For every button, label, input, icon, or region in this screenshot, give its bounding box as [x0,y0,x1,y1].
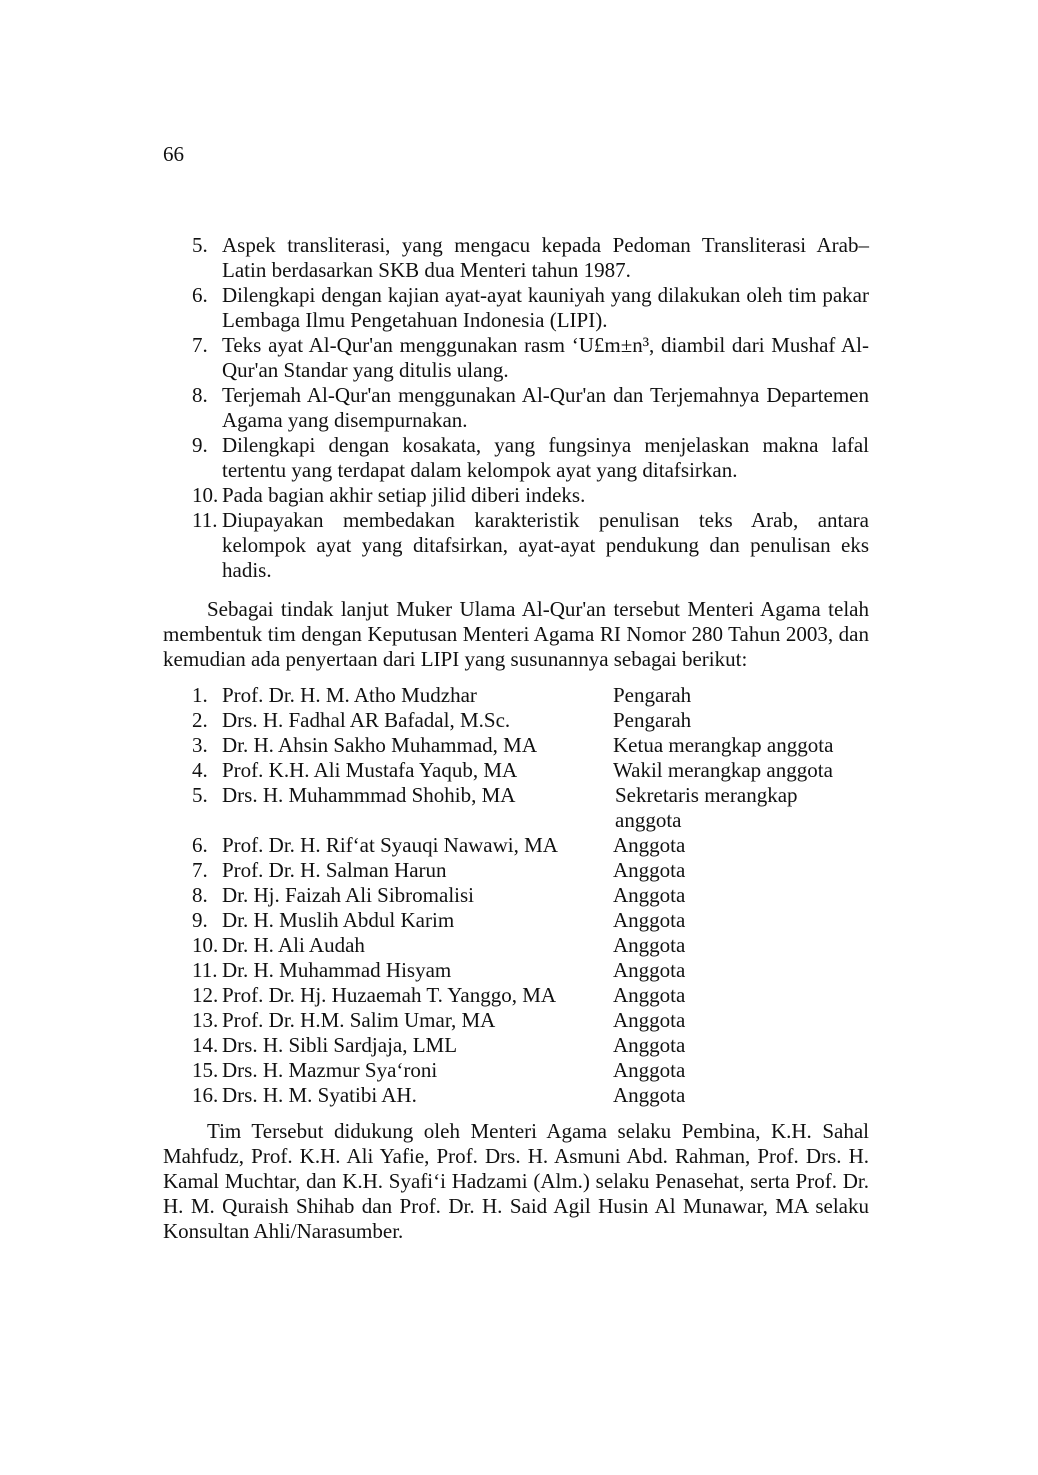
list-item-text: Diupayakan membedakan karakteristik penulisan teks Arab, antara kelompok ayat yang ditafsirkan, ayat-ayat pendukung dan penulisan eks hadis. [222,508,869,582]
list-item [163,283,869,333]
team-member-row [163,908,869,933]
page-number: 66 [163,142,184,166]
list-item-text: Dilengkapi dengan kosakata, yang fungsinya menjelaskan makna lafal tertentu yang terdapat dalam kelompok ayat yang ditafsirkan. [222,433,869,482]
member-number: 14. [192,1033,219,1057]
team-member-row [163,683,869,708]
member-name: Prof. Dr. H. Salman Harun [222,858,447,882]
member-name: Prof. Dr. H. Rif‘at Syauqi Nawawi, MA [222,833,558,857]
list-item-text: Pada bagian akhir setiap jilid diberi indeks. [222,483,586,507]
team-member-row [163,1083,869,1108]
member-role: Anggota [613,1058,686,1082]
member-number: 11. [192,958,218,982]
member-number: 9. [192,908,208,932]
member-number: 15. [192,1058,219,1082]
member-name: Dr. H. Muhammad Hisyam [222,958,452,982]
member-role: Anggota [613,933,686,957]
member-name: Drs. H. Fadhal AR Bafadal, M.Sc. [222,708,511,732]
member-role: Pengarah [613,683,692,707]
list-item-number: 11. [192,508,218,532]
member-name: Prof. Dr. Hj. Huzaemah T. Yanggo, MA [222,983,557,1007]
member-role: Sekretaris merangkap anggota [615,783,798,832]
member-role: Anggota [613,908,686,932]
member-number: 6. [192,833,208,857]
list-item-number: 8. [192,383,208,407]
list-item [163,433,869,483]
member-role: Anggota [613,1008,686,1032]
list-item [163,383,869,433]
team-member-row [163,983,869,1008]
member-name: Drs. H. M. Syatibi AH. [222,1083,417,1107]
list-item [163,333,869,383]
team-member-row [163,883,869,908]
member-name: Dr. Hj. Faizah Ali Sibromalisi [222,883,474,907]
member-number: 10. [192,933,219,957]
member-role: Anggota [613,1083,686,1107]
member-role: Anggota [613,1033,686,1057]
page-body [163,233,869,1244]
list-item-number: 5. [192,233,208,257]
member-number: 8. [192,883,208,907]
list-item-text: Terjemah Al-Qur'an menggunakan Al-Qur'an dan Terjemahnya Departemen Agama yang disempurnakan. [222,383,869,432]
member-number: 16. [192,1083,219,1107]
list-item-number: 9. [192,433,208,457]
paragraph-team-formation: Sebagai tindak lanjut Muker Ulama Al-Qur'an tersebut Menteri Agama telah membentuk tim dengan Keputusan Menteri Agama RI Nomor 280 Tahun 2003, dan kemudian ada penyertaan dari LIPI yang susunannya sebagai berikut: [163,597,869,671]
member-name: Drs. H. Muhammmad Shohib, MA [222,783,516,807]
member-number: 4. [192,758,208,782]
member-number: 3. [192,733,208,757]
member-name: Drs. H. Mazmur Sya‘roni [222,1058,438,1082]
member-role: Pengarah [613,708,692,732]
member-role: Anggota [613,958,686,982]
member-number: 5. [192,783,208,807]
member-role: Wakil merangkap anggota [613,758,833,782]
team-member-row [163,783,869,833]
list-item-number: 7. [192,333,208,357]
member-role: Anggota [613,833,686,857]
criteria-list [163,233,869,583]
list-item-number: 6. [192,283,208,307]
member-role: Anggota [613,983,686,1007]
team-member-row [163,1008,869,1033]
member-name: Dr. H. Ali Audah [222,933,365,957]
team-member-list [163,683,869,1108]
list-item-text: Dilengkapi dengan kajian ayat-ayat kauniyah yang dilakukan oleh tim pakar Lembaga Ilmu Pengetahuan Indonesia (LIPI). [222,283,869,332]
member-name: Prof. Dr. H. M. Atho Mudzhar [222,683,477,707]
member-number: 1. [192,683,208,707]
list-item-text: Teks ayat Al-Qur'an menggunakan rasm ‘U£m±n³, diambil dari Mushaf Al-Qur'an Standar yang ditulis ulang. [222,333,869,382]
member-role: Ketua merangkap anggota [613,733,834,757]
member-name: Prof. K.H. Ali Mustafa Yaqub, MA [222,758,518,782]
member-number: 13. [192,1008,219,1032]
team-member-row [163,708,869,733]
member-name: Drs. H. Sibli Sardjaja, LML [222,1033,458,1057]
team-member-row [163,1033,869,1058]
team-member-row [163,1058,869,1083]
member-number: 7. [192,858,208,882]
member-name: Dr. H. Ahsin Sakho Muhammad, MA [222,733,537,757]
list-item [163,483,869,508]
list-item [163,508,869,583]
team-member-row [163,958,869,983]
list-item [163,233,869,283]
paragraph-team-support: Tim Tersebut didukung oleh Menteri Agama selaku Pembina, K.H. Sahal Mahfudz, Prof. K.H. Ali Yafie, Prof. Drs. H. Asmuni Abd. Rahman, Prof. Drs. H. Kamal Muchtar, dan K.H. Syafi‘i Hadzami (Alm.) selaku Penasehat, serta Prof. Dr. H. M. Quraish Shihab dan Prof. Dr. H. Said Agil Husin Al Munawar, MA selaku Konsultan Ahli/Narasumber. [163,1119,869,1243]
member-name: Dr. H. Muslih Abdul Karim [222,908,455,932]
member-role: Anggota [613,858,686,882]
list-item-text: Aspek transliterasi, yang mengacu kepada Pedoman Transliterasi Arab– Latin berdasarkan SKB dua Menteri tahun 1987. [222,233,869,282]
team-member-row [163,833,869,858]
member-number: 12. [192,983,219,1007]
team-member-row [163,733,869,758]
member-name: Prof. Dr. H.M. Salim Umar, MA [222,1008,496,1032]
team-member-row [163,758,869,783]
list-item-number: 10. [192,483,219,507]
team-member-row [163,933,869,958]
member-number: 2. [192,708,208,732]
member-role: Anggota [613,883,686,907]
team-member-row [163,858,869,883]
